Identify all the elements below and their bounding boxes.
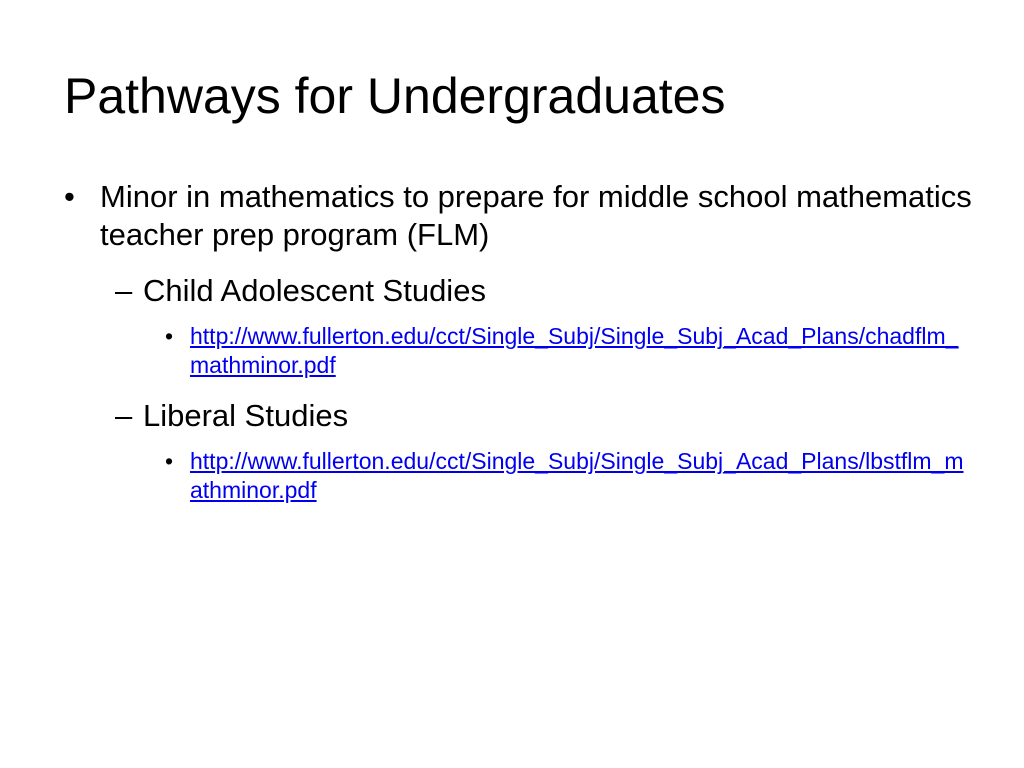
sub-item-liberal-studies [0, 397, 973, 435]
link-item-liberal-studies [0, 447, 970, 505]
slide-body [0, 178, 1024, 505]
sub-item-label: Child Adolescent Studies [143, 273, 486, 308]
bullet-item-minor [0, 178, 980, 254]
sub-item-child-adolescent [0, 272, 973, 310]
slide-title: Pathways for Undergraduates [64, 68, 726, 124]
bullet-marker-small: • [165, 323, 174, 349]
bullet-marker: • [64, 179, 75, 214]
chadflm-link[interactable]: http://www.fullerton.edu/cct/Single_Subj/Single_Subj_Acad_Plans/chadflm_mathminor.pdf [190, 323, 959, 378]
link-item-child-adolescent [0, 322, 970, 380]
bullet-marker-small: • [165, 448, 174, 474]
dash-marker: – [115, 273, 133, 308]
dash-marker: – [115, 398, 133, 433]
lbstflm-link[interactable]: http://www.fullerton.edu/cct/Single_Subj/Single_Subj_Acad_Plans/lbstflm_mathminor.pdf [190, 448, 964, 503]
sub-item-label: Liberal Studies [143, 398, 349, 433]
bullet-text: Minor in mathematics to prepare for middle school mathematics teacher prep program (FLM) [100, 179, 972, 252]
